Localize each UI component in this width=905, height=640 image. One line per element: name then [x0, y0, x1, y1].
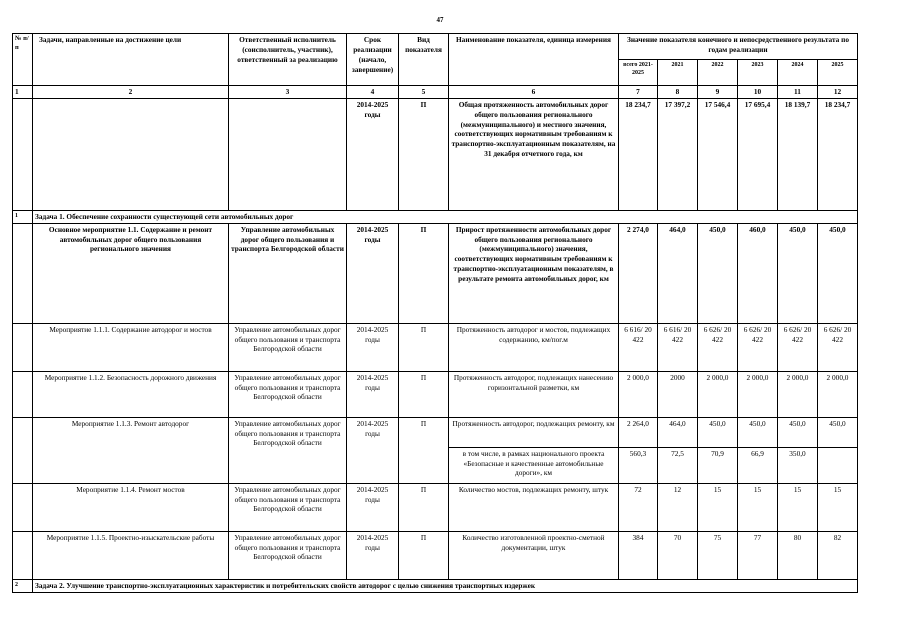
program-indicators-table	[12, 33, 858, 593]
header-term: Срок реализации (начало, завершение)	[347, 34, 399, 86]
task-row	[13, 579, 858, 592]
cell-value-total: 72	[619, 483, 658, 531]
cell-sub-value-2024: 350,0	[778, 447, 818, 483]
cell-sub-value-2023: 66,9	[738, 447, 778, 483]
header-year-2024: 2024	[778, 60, 818, 86]
column-number: 4	[347, 86, 399, 99]
cell-value-2021: 17 397,2	[658, 98, 698, 210]
header-year-2022: 2022	[698, 60, 738, 86]
cell-value-2025: 2 000,0	[818, 371, 858, 417]
cell-task: Мероприятие 1.1.3. Ремонт автодорог	[33, 417, 229, 483]
cell-term: 2014-2025 годы	[347, 483, 399, 531]
table-row	[13, 323, 858, 371]
cell-indicator: Прирост протяженности автомобильных дорог общего пользования регионального (межмуниципального) значения, соответствующих нормативным требованиям к транспортно-эксплуатационным показателям, в результате ремонта автомобильных дорог, км	[449, 223, 619, 323]
cell-task: Мероприятие 1.1.5. Проектно-изыскательские работы	[33, 531, 229, 579]
cell-term: 2014-2025 годы	[347, 323, 399, 371]
cell-value-total: 18 234,7	[619, 98, 658, 210]
cell-value-2023: 460,0	[738, 223, 778, 323]
cell-term: 2014-2025 годы	[347, 98, 399, 210]
cell-value-2023: 77	[738, 531, 778, 579]
table-row	[13, 417, 858, 447]
cell-term: 2014-2025 годы	[347, 223, 399, 323]
cell-executor: Управление автомобильных дорог общего пользования и транспорта Белгородской области	[229, 531, 347, 579]
cell-task: Основное мероприятие 1.1. Содержание и ремонт автомобильных дорог общего пользования регионального значения	[33, 223, 229, 323]
cell-sub-value-total: 560,3	[619, 447, 658, 483]
cell-sub-value-2022: 70,9	[698, 447, 738, 483]
cell-type: П	[399, 371, 449, 417]
cell-value-2022: 2 000,0	[698, 371, 738, 417]
cell-term: 2014-2025 годы	[347, 371, 399, 417]
header-year-2021: 2021	[658, 60, 698, 86]
column-number: 2	[33, 86, 229, 99]
cell-value-2024: 450,0	[778, 223, 818, 323]
table-header-row	[13, 34, 858, 60]
cell-value-2025: 15	[818, 483, 858, 531]
header-year-2023: 2023	[738, 60, 778, 86]
cell-value-2023: 15	[738, 483, 778, 531]
column-number: 8	[658, 86, 698, 99]
cell-value-2021: 2000	[658, 371, 698, 417]
column-number: 9	[698, 86, 738, 99]
table-row	[13, 483, 858, 531]
cell-value-2021: 6 616/ 20 422	[658, 323, 698, 371]
column-number: 3	[229, 86, 347, 99]
task-row	[13, 210, 858, 223]
cell-value-2021: 12	[658, 483, 698, 531]
cell-value-2025: 82	[818, 531, 858, 579]
header-year-total: всего 2021-2025	[619, 60, 658, 86]
cell-value-2023: 17 695,4	[738, 98, 778, 210]
header-indicator: Наименование показателя, единица измерения	[449, 34, 619, 86]
cell-value-2021: 464,0	[658, 417, 698, 447]
cell-executor: Управление автомобильных дорог общего пользования и транспорта Белгородской области	[229, 417, 347, 483]
cell-type: П	[399, 98, 449, 210]
cell-value-2024: 450,0	[778, 417, 818, 447]
cell-executor: Управление автомобильных дорог общего пользования и транспорта Белгородской области	[229, 323, 347, 371]
cell-indicator: Протяженность автодорог, подлежащих нанесению горизонтальной разметки, км	[449, 371, 619, 417]
cell-task	[33, 98, 229, 210]
cell-value-2022: 6 626/ 20 422	[698, 323, 738, 371]
cell-term: 2014-2025 годы	[347, 531, 399, 579]
cell-value-2024: 18 139,7	[778, 98, 818, 210]
header-year-2025: 2025	[818, 60, 858, 86]
cell-indicator: Протяженность автодорог, подлежащих ремонту, км	[449, 417, 619, 447]
cell-task: Мероприятие 1.1.1. Содержание автодорог и мостов	[33, 323, 229, 371]
cell-executor: Управление автомобильных дорог общего пользования и транспорта Белгородской области	[229, 371, 347, 417]
cell-num	[13, 531, 33, 579]
cell-num	[13, 223, 33, 323]
task-title: Задача 2. Улучшение транспортно-эксплуатационных характеристик и потребительских свойств автодорог с целью снижения транспортных издержек	[33, 579, 858, 592]
cell-value-2021: 70	[658, 531, 698, 579]
cell-value-2022: 450,0	[698, 417, 738, 447]
header-type: Вид показателя	[399, 34, 449, 86]
cell-type: П	[399, 223, 449, 323]
cell-value-2023: 450,0	[738, 417, 778, 447]
cell-value-2022: 75	[698, 531, 738, 579]
cell-value-2023: 2 000,0	[738, 371, 778, 417]
cell-num	[13, 371, 33, 417]
task-title: Задача 1. Обеспечение сохранности существующей сети автомобильных дорог	[33, 210, 858, 223]
column-number: 10	[738, 86, 778, 99]
cell-num	[13, 417, 33, 483]
cell-task: Мероприятие 1.1.4. Ремонт мостов	[33, 483, 229, 531]
cell-value-2024: 15	[778, 483, 818, 531]
header-task: Задачи, направленные на достижение цели	[33, 34, 229, 86]
cell-executor	[229, 98, 347, 210]
cell-value-2025: 450,0	[818, 223, 858, 323]
cell-value-2022: 17 546,4	[698, 98, 738, 210]
cell-sub-indicator: в том числе, в рамках национального проекта «Безопасные и качественные автомобильные дороги», км	[449, 447, 619, 483]
cell-num	[13, 323, 33, 371]
header-executor: Ответственный исполнитель (соисполнитель, участник), ответственный за реализацию	[229, 34, 347, 86]
cell-value-2024: 2 000,0	[778, 371, 818, 417]
cell-value-2022: 450,0	[698, 223, 738, 323]
cell-value-total: 384	[619, 531, 658, 579]
cell-value-2023: 6 626/ 20 422	[738, 323, 778, 371]
table-row	[13, 531, 858, 579]
cell-indicator: Количество изготовленной проектно-сметной документации, штук	[449, 531, 619, 579]
cell-value-total: 2 264,0	[619, 417, 658, 447]
cell-executor: Управление автомобильных дорог общего пользования и транспорта Белгородской области	[229, 483, 347, 531]
cell-type: П	[399, 323, 449, 371]
table-row	[13, 223, 858, 323]
cell-indicator: Общая протяженность автомобильных дорог общего пользования регионального (межмуниципального) и местного значения, соответствующих нормативным требованиям к транспортно-эксплуатационным показателям, на 31 декабря отчетного года, км	[449, 98, 619, 210]
cell-value-total: 2 000,0	[619, 371, 658, 417]
cell-value-2022: 15	[698, 483, 738, 531]
cell-value-2025: 450,0	[818, 417, 858, 447]
column-number: 1	[13, 86, 33, 99]
cell-value-2021: 464,0	[658, 223, 698, 323]
cell-value-2024: 6 626/ 20 422	[778, 323, 818, 371]
cell-value-2024: 80	[778, 531, 818, 579]
header-num: № п/п	[13, 34, 33, 86]
cell-value-total: 6 616/ 20 422	[619, 323, 658, 371]
column-number: 5	[399, 86, 449, 99]
column-number: 7	[619, 86, 658, 99]
cell-indicator: Количество мостов, подлежащих ремонту, штук	[449, 483, 619, 531]
column-number: 6	[449, 86, 619, 99]
task-number: 1	[13, 210, 33, 223]
column-numbers-row	[13, 86, 858, 99]
cell-sub-value-2025	[818, 447, 858, 483]
cell-indicator: Протяженность автодорог и мостов, подлежащих содержанию, км/пог.м	[449, 323, 619, 371]
cell-type: П	[399, 483, 449, 531]
cell-num	[13, 483, 33, 531]
cell-task: Мероприятие 1.1.2. Безопасность дорожного движения	[33, 371, 229, 417]
cell-sub-value-2021: 72,5	[658, 447, 698, 483]
cell-type: П	[399, 417, 449, 483]
column-number: 11	[778, 86, 818, 99]
cell-term: 2014-2025 годы	[347, 417, 399, 483]
table-row	[13, 98, 858, 210]
column-number: 12	[818, 86, 858, 99]
cell-executor: Управление автомобильных дорог общего пользования и транспорта Белгородской области	[229, 223, 347, 323]
cell-type: П	[399, 531, 449, 579]
cell-value-2025: 18 234,7	[818, 98, 858, 210]
table-row	[13, 371, 858, 417]
cell-num	[13, 98, 33, 210]
cell-value-total: 2 274,0	[619, 223, 658, 323]
header-values-group: Значение показателя конечного и непосредственного результата по годам реализации	[619, 34, 858, 60]
page-number: 47	[436, 16, 444, 24]
task-number: 2	[13, 579, 33, 592]
cell-value-2025: 6 626/ 20 422	[818, 323, 858, 371]
